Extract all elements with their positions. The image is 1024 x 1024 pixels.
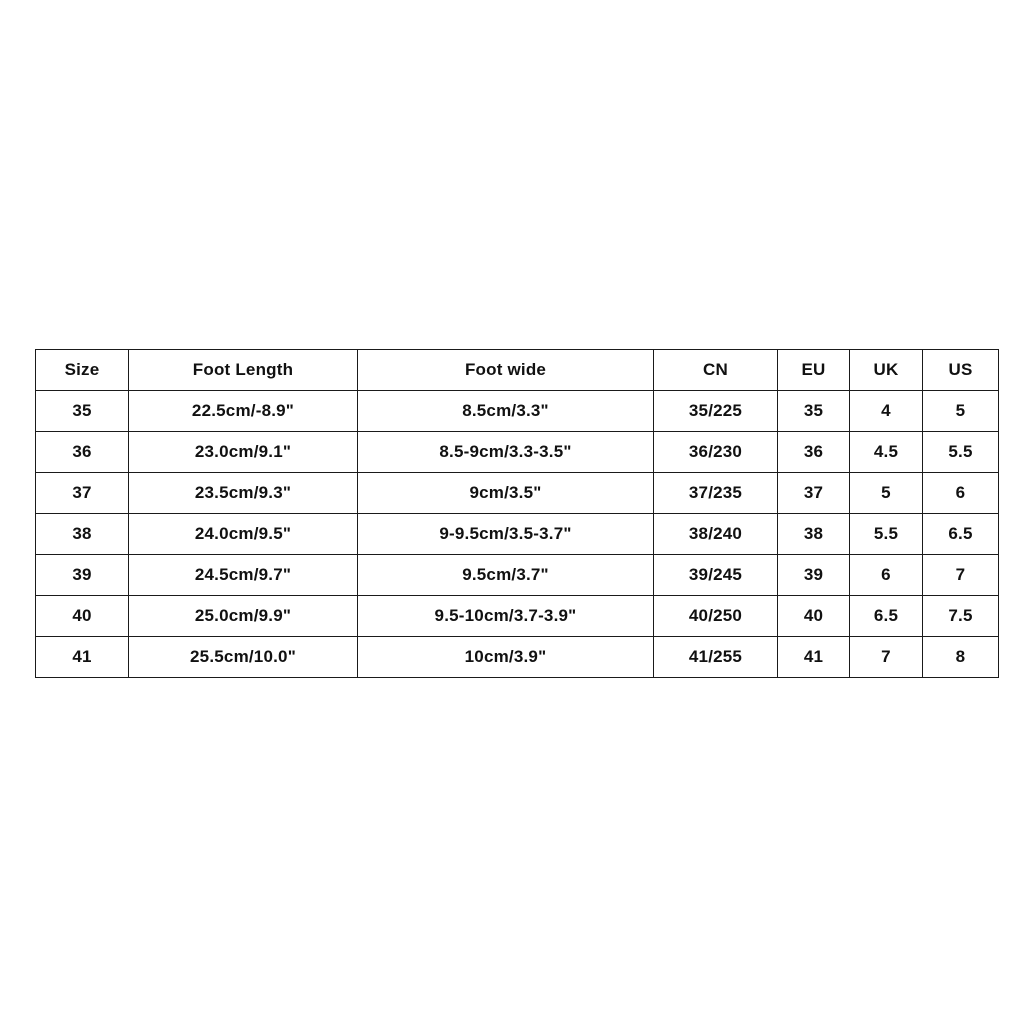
cell-foot-length: 22.5cm/-8.9" [129, 391, 358, 432]
cell-us: 7.5 [923, 596, 999, 637]
cell-cn: 41/255 [654, 637, 778, 678]
cell-size: 39 [36, 555, 129, 596]
cell-foot-length: 24.5cm/9.7" [129, 555, 358, 596]
table-header [36, 350, 999, 391]
cell-foot-wide: 8.5-9cm/3.3-3.5" [358, 432, 654, 473]
cell-foot-wide: 10cm/3.9" [358, 637, 654, 678]
header-size: Size [36, 350, 129, 391]
cell-eu: 35 [778, 391, 850, 432]
cell-us: 5.5 [923, 432, 999, 473]
cell-uk: 5.5 [850, 514, 923, 555]
cell-size: 36 [36, 432, 129, 473]
table-row [36, 473, 999, 514]
cell-uk: 4.5 [850, 432, 923, 473]
cell-foot-length: 24.0cm/9.5" [129, 514, 358, 555]
cell-eu: 39 [778, 555, 850, 596]
cell-foot-length: 23.5cm/9.3" [129, 473, 358, 514]
cell-us: 8 [923, 637, 999, 678]
cell-size: 35 [36, 391, 129, 432]
cell-cn: 35/225 [654, 391, 778, 432]
cell-foot-length: 25.0cm/9.9" [129, 596, 358, 637]
table-row [36, 432, 999, 473]
cell-us: 5 [923, 391, 999, 432]
table-row [36, 391, 999, 432]
table-row [36, 596, 999, 637]
header-foot-wide: Foot wide [358, 350, 654, 391]
cell-uk: 7 [850, 637, 923, 678]
cell-foot-wide: 8.5cm/3.3" [358, 391, 654, 432]
cell-foot-length: 25.5cm/10.0" [129, 637, 358, 678]
table-row [36, 555, 999, 596]
cell-size: 40 [36, 596, 129, 637]
header-foot-length: Foot Length [129, 350, 358, 391]
header-uk: UK [850, 350, 923, 391]
cell-cn: 39/245 [654, 555, 778, 596]
size-chart-table [35, 349, 999, 678]
cell-uk: 6.5 [850, 596, 923, 637]
cell-foot-length: 23.0cm/9.1" [129, 432, 358, 473]
cell-eu: 38 [778, 514, 850, 555]
header-cn: CN [654, 350, 778, 391]
header-eu: EU [778, 350, 850, 391]
cell-cn: 36/230 [654, 432, 778, 473]
cell-eu: 40 [778, 596, 850, 637]
header-us: US [923, 350, 999, 391]
cell-eu: 37 [778, 473, 850, 514]
cell-foot-wide: 9.5cm/3.7" [358, 555, 654, 596]
cell-uk: 4 [850, 391, 923, 432]
cell-size: 41 [36, 637, 129, 678]
cell-size: 37 [36, 473, 129, 514]
cell-foot-wide: 9-9.5cm/3.5-3.7" [358, 514, 654, 555]
cell-eu: 41 [778, 637, 850, 678]
cell-cn: 40/250 [654, 596, 778, 637]
cell-uk: 5 [850, 473, 923, 514]
table-row [36, 514, 999, 555]
cell-size: 38 [36, 514, 129, 555]
cell-us: 6.5 [923, 514, 999, 555]
cell-foot-wide: 9cm/3.5" [358, 473, 654, 514]
cell-cn: 37/235 [654, 473, 778, 514]
cell-foot-wide: 9.5-10cm/3.7-3.9" [358, 596, 654, 637]
header-row [36, 350, 999, 391]
table-body [36, 391, 999, 678]
cell-us: 6 [923, 473, 999, 514]
cell-eu: 36 [778, 432, 850, 473]
table-row [36, 637, 999, 678]
cell-cn: 38/240 [654, 514, 778, 555]
cell-us: 7 [923, 555, 999, 596]
cell-uk: 6 [850, 555, 923, 596]
